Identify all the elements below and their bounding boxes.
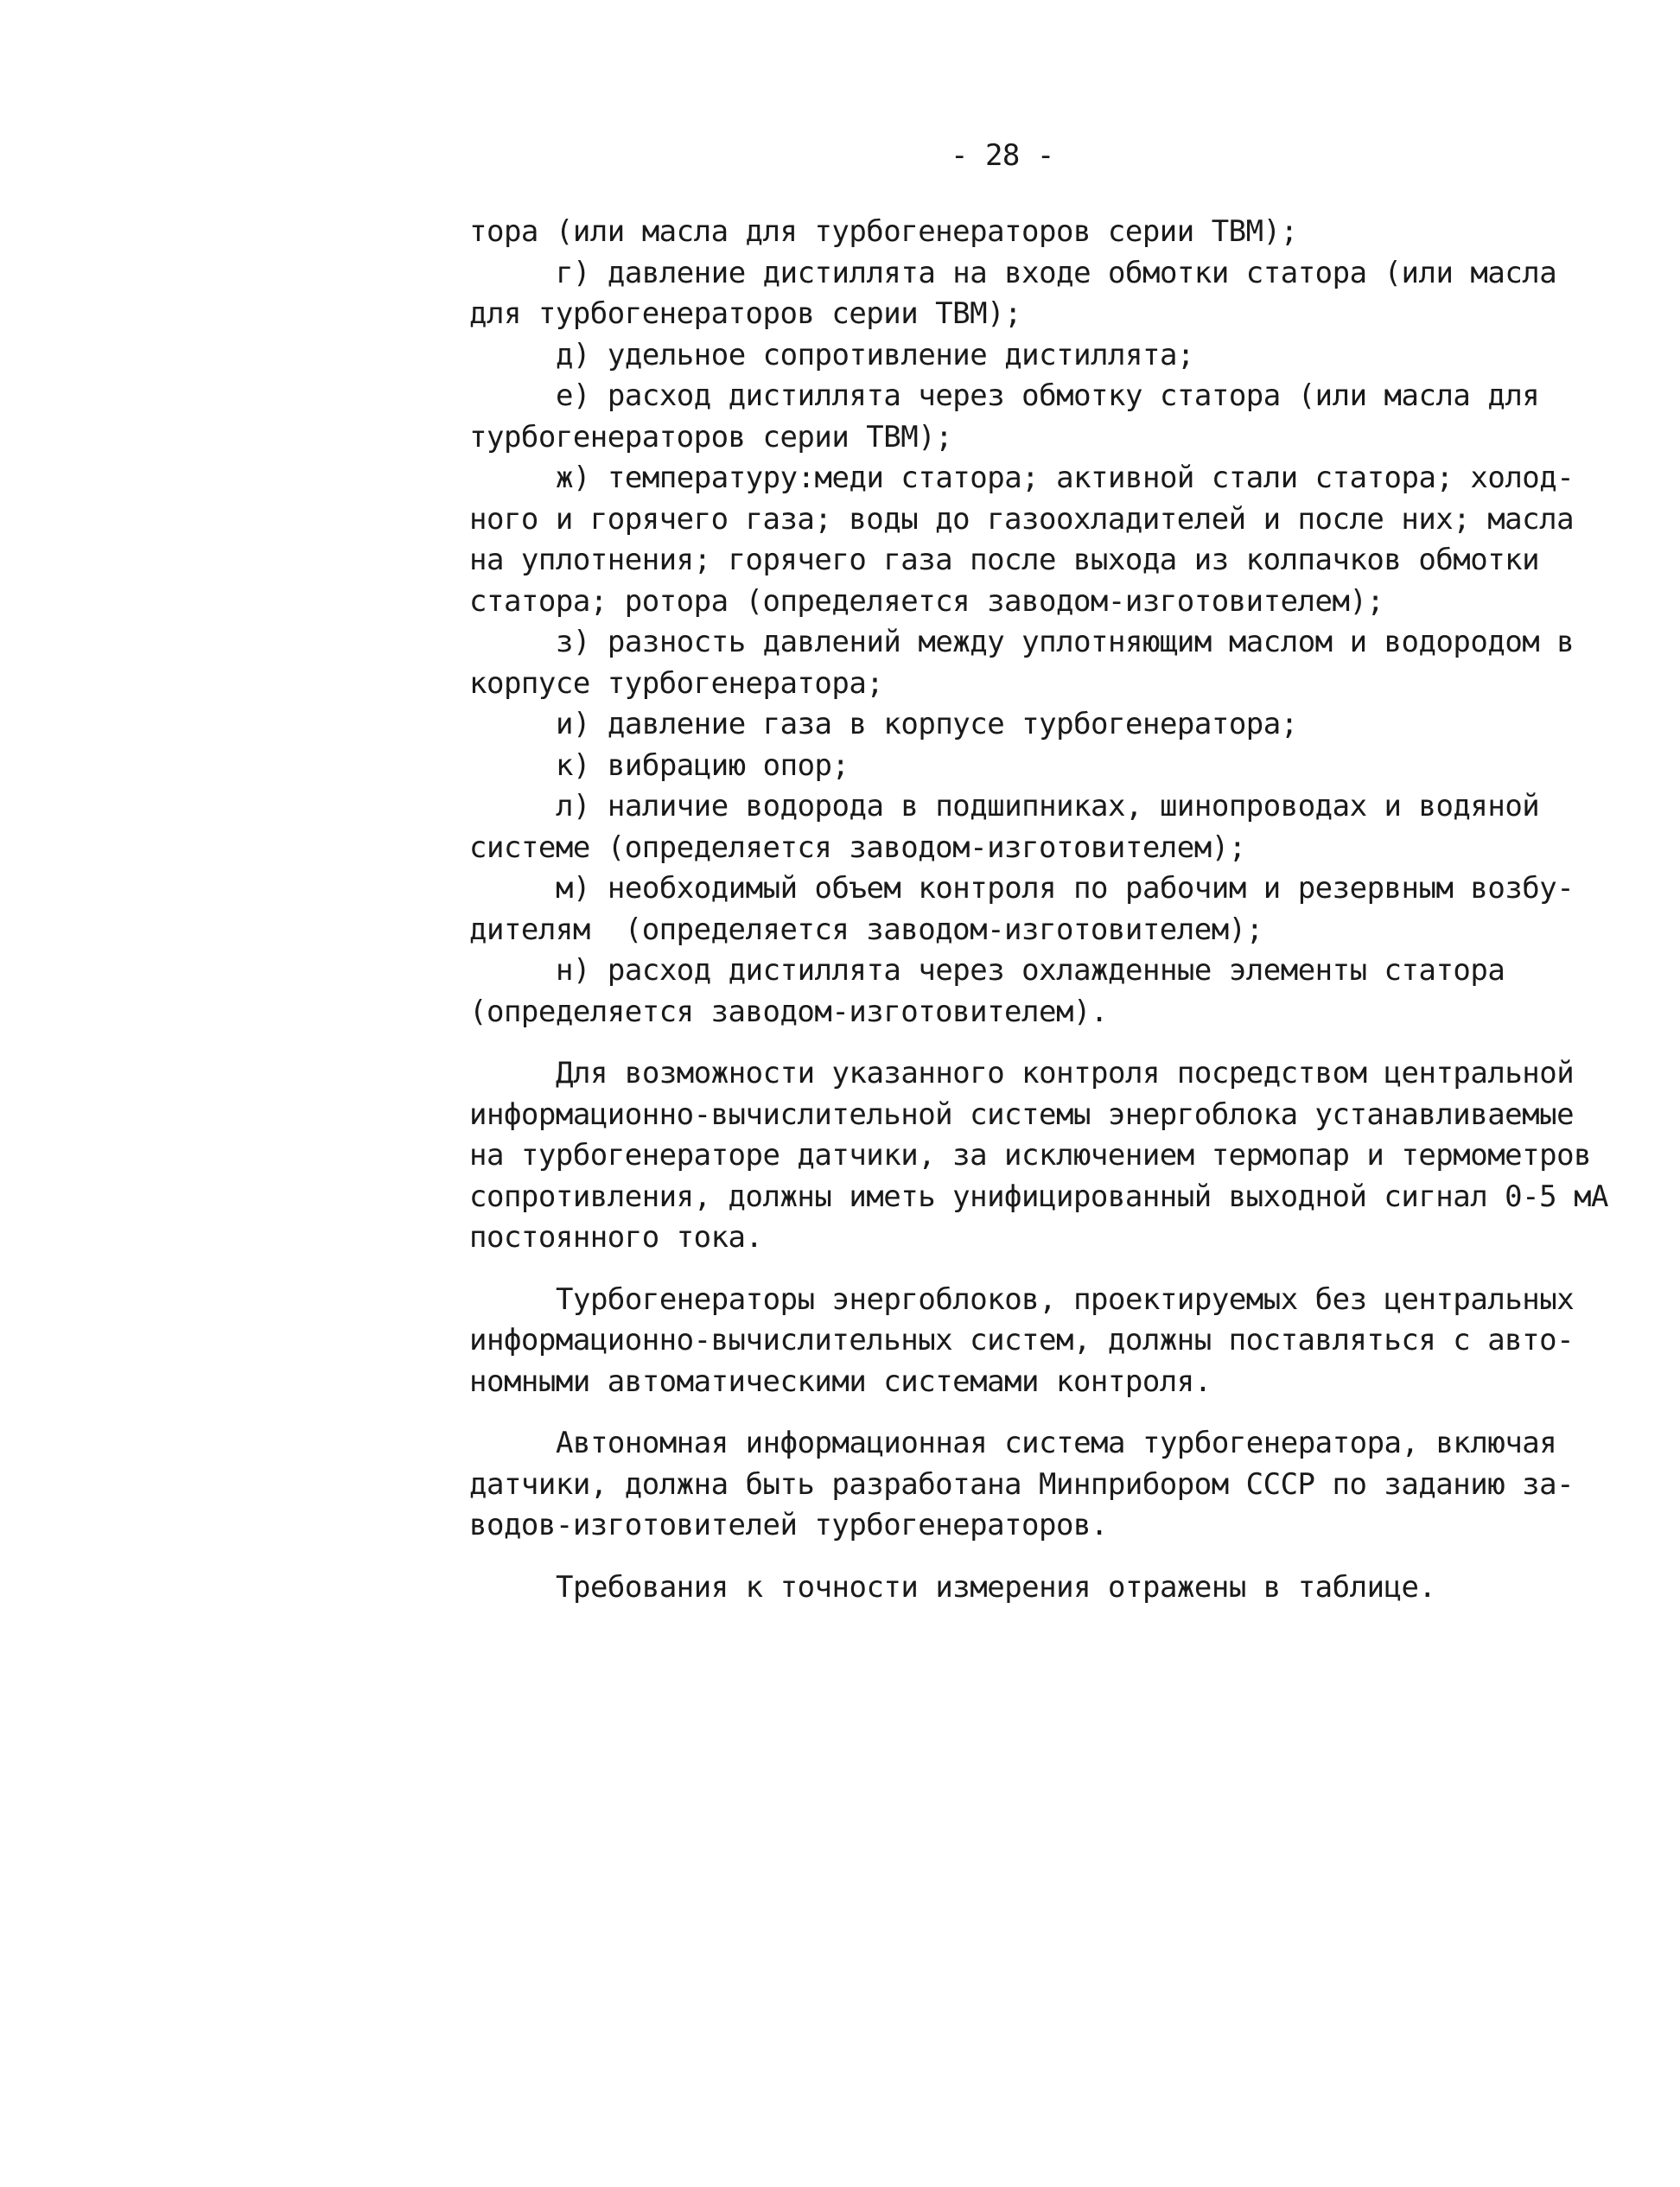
list-line: тора (или масла для турбогенераторов серии ТВМ); <box>469 214 1298 249</box>
requirements-list <box>469 212 1575 1033</box>
paragraph-line: Турбогенераторы энергоблоков, проектируемых без центральных <box>556 1281 1575 1317</box>
paragraph-autonomous-systems <box>469 1280 1575 1403</box>
paragraph-line: датчики, должна быть разработана Минприбором СССР по заданию за- <box>469 1466 1575 1502</box>
list-line: для турбогенераторов серии ТВМ); <box>469 296 1022 331</box>
list-line: турбогенераторов серии ТВМ); <box>469 419 953 455</box>
list-item-m: м) необходимый объем контроля по рабочим и резервным возбу- <box>556 871 1575 906</box>
paragraph-control-system <box>469 1053 1609 1259</box>
list-item-z: з) разность давлений между уплотняющим маслом и водородом в <box>556 625 1575 659</box>
body-text <box>469 212 1609 1608</box>
paragraph-line: Автономная информационная система турбогенератора, включая <box>556 1426 1557 1460</box>
list-line: (определяется заводом-изготовителем). <box>469 994 1108 1029</box>
list-item-l: л) наличие водорода в подшипниках, шинопроводах и водяной <box>556 789 1540 823</box>
list-item-n: н) расход дистиллята через охлажденные элементы статора <box>556 953 1505 988</box>
paragraph-line: Для возможности указанного контроля посредством центральной <box>556 1056 1575 1090</box>
paragraph-line: сопротивления, должны иметь унифицированный выходной сигнал 0-5 мА <box>469 1179 1609 1214</box>
list-item-i: и) давление газа в корпусе турбогенератора; <box>556 707 1298 741</box>
paragraph-line: Требования к точности измерения отражены в таблице. <box>556 1569 1436 1605</box>
paragraph-line: номными автоматическими системами контроля. <box>469 1364 1212 1399</box>
paragraph-accuracy <box>469 1567 1541 1609</box>
paragraph-line: информационно-вычислительных систем, должны поставляться с авто- <box>469 1323 1575 1357</box>
list-line: корпусе турбогенератора; <box>469 665 884 701</box>
list-line: статора; ротора (определяется заводом-изготовителем); <box>469 583 1384 619</box>
paragraph-line: постоянного тока. <box>469 1220 763 1255</box>
list-line: ного и горячего газа; воды до газоохладителей и после них; масла <box>469 501 1575 537</box>
page-number: - 28 - <box>951 138 1054 173</box>
list-line: системе (определяется заводом-изготовителем); <box>469 830 1246 865</box>
paragraph-line: информационно-вычислительной системы энергоблока устанавливаемые <box>469 1097 1575 1132</box>
list-item-g: г) давление дистиллята на входе обмотки статора (или масла <box>556 255 1557 290</box>
list-line: дителям (определяется заводом-изготовителем); <box>469 912 1263 947</box>
list-item-k: к) вибрацию опор; <box>556 747 850 783</box>
list-item-e: е) расход дистиллята через обмотку статора (или масла для <box>556 378 1540 413</box>
paragraph-line: на турбогенераторе датчики, за исключением термопар и термометров <box>469 1138 1592 1173</box>
list-line: на уплотнения; горячего газа после выхода из колпачков обмотки <box>469 543 1540 577</box>
paragraph-autonomous-info-system <box>469 1423 1575 1547</box>
list-item-d: д) удельное сопротивление дистиллята; <box>556 337 1194 372</box>
list-item-zh: ж) температуру:меди статора; активной стали статора; холод- <box>556 461 1575 495</box>
paragraph-line: водов-изготовителей турбогенераторов. <box>469 1508 1108 1542</box>
